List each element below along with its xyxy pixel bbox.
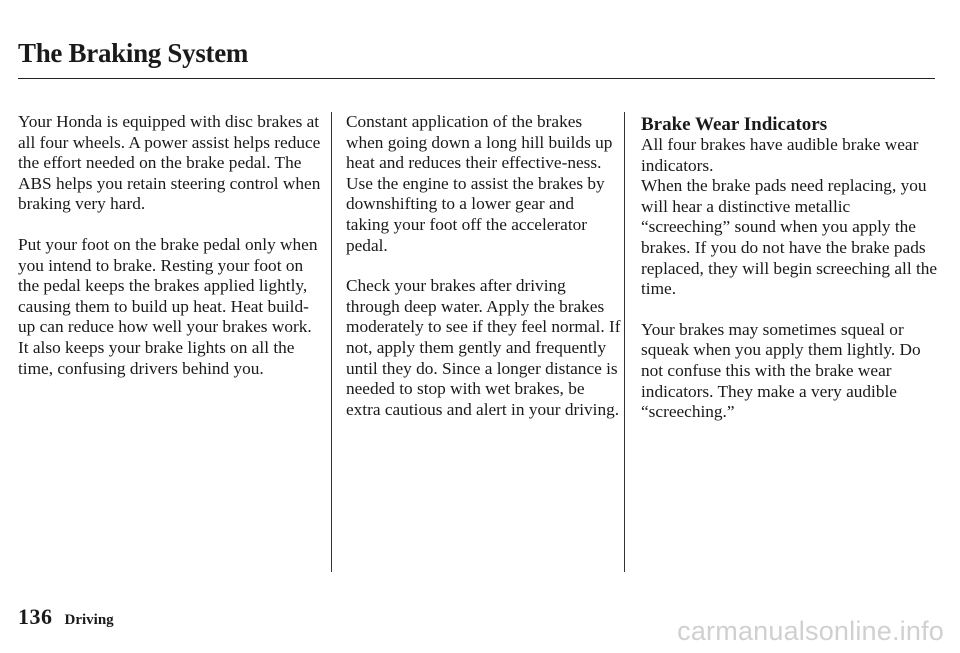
page-footer bbox=[18, 604, 114, 630]
page-number: 136 bbox=[18, 604, 53, 629]
page-title: The Braking System bbox=[18, 38, 249, 68]
left-column bbox=[18, 112, 323, 399]
paragraph-brake-pedal: Put your foot on the brake pedal only when you intend to brake. Resting your foot on the pedal keeps the brakes applied lightly, causing them to build up heat. Heat build-up can reduce how well your brakes work. It also keeps your brake lights on all the time, confusing drivers behind you. bbox=[18, 234, 318, 378]
title-rule bbox=[18, 78, 935, 79]
middle-column bbox=[346, 112, 621, 440]
paragraph-intro: Your Honda is equipped with disc brakes at all four wheels. A power assist helps reduce the effort needed on the brake pedal. The ABS helps you retain steering control when braking very hard. bbox=[18, 112, 321, 214]
paragraph-wet-brakes: Check your brakes after driving through deep water. Apply the brakes moderately to see if they feel normal. If not, apply them gently and frequently until they do. Since a longer distance is needed to stop with wet brakes, be extra cautious and alert in your driving. bbox=[346, 276, 621, 419]
paragraph-downhill: Constant application of the brakes when going down a long hill builds up heat and reduces their effective-ness. Use the engine to assist the brakes by downshifting to a lower gear and taking your foot off the accelerator pedal. bbox=[346, 112, 613, 255]
paragraph-screeching: When the brake pads need replacing, you will hear a distinctive metallic “screeching” sound when you apply the brakes. If you do not have the brake pads replaced, they will begin screeching all the time. bbox=[641, 176, 938, 299]
section-heading: Brake Wear Indicators bbox=[641, 114, 828, 135]
watermark: carmanualsonline.info bbox=[677, 616, 944, 646]
section-name: Driving bbox=[64, 612, 114, 628]
column-divider bbox=[331, 112, 332, 572]
right-column bbox=[641, 114, 941, 443]
column-divider bbox=[624, 112, 625, 572]
paragraph-squeal: Your brakes may sometimes squeal or squeak when you apply them lightly. Do not confuse this with the brake wear indicators. They make a very audible “screeching.” bbox=[641, 319, 921, 422]
paragraph-indicators: All four brakes have audible brake wear indicators. bbox=[641, 135, 919, 175]
